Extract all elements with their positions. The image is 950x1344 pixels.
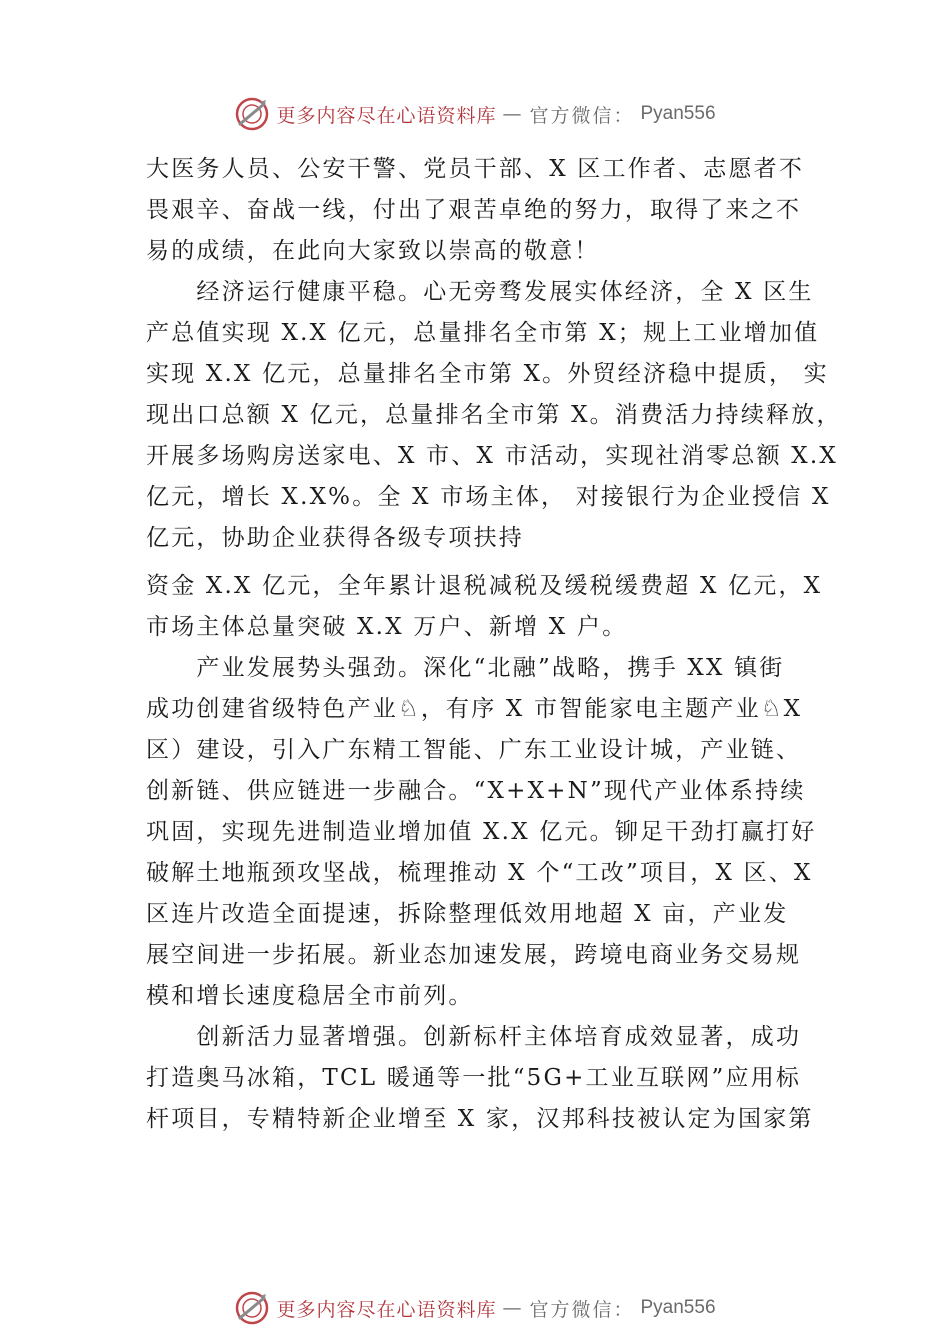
text-line: 创新链、供应链进一步融合。“X+X+N”现代产业体系持续 [146,778,806,804]
watermark-wechat-id: Pyan556 [640,103,716,124]
text-line: 现出口总额 X 亿元，总量排名全市第 X。消费活力持续释放， [146,402,842,428]
watermark-wechat-id: Pyan556 [640,1297,716,1318]
text-line: 产业发展势头强劲。深化“北融”战略，携手 XX 镇街 [146,655,785,681]
seal-logo-icon [234,96,270,132]
text-line: 创新活力显著增强。创新标杆主体培育成效显著，成功 [146,1024,802,1050]
watermark-dash: — [502,1297,524,1319]
watermark-wechat-label: 官方微信： [529,104,635,127]
watermark-dash: — [502,103,524,125]
text-line: 破解土地瓶颈攻坚战，梳理推动 X 个“工改”项目，X 区、X [146,860,813,886]
text-line: 亿元，协助企业获得各级专项扶持 [146,525,524,551]
text-line: 亿元，增长 X.X%。全 X 市场主体， 对接银行为企业授信 X [146,484,831,510]
text-line: 巩固，实现先进制造业增加值 X.X 亿元。铆足干劲打赢打好 [146,819,817,845]
text-line: 模和增长速度稳居全市前列。 [146,983,474,1009]
watermark-brand: 更多内容尽在心语资料库 [276,104,497,127]
text-line: 产总值实现 X.X 亿元，总量排名全市第 X；规上工业增加值 [146,320,820,346]
text-line: 资金 X.X 亿元，全年累计退税减税及缓税缓费超 X 亿元，X [146,573,823,599]
text-line: 经济运行健康平稳。心无旁骛发展实体经济，全 X 区生 [146,279,814,305]
text-line: 易的成绩，在此向大家致以崇高的敬意！ [146,238,600,264]
footer-watermark [0,1288,950,1328]
text-line: 畏艰辛、奋战一线，付出了艰苦卓绝的努力，取得了来之不 [146,197,802,223]
header-watermark [0,94,950,134]
text-line: 成功创建省级特色产业♘，有序 X 市智能家电主题产业♘X [146,696,803,722]
seal-logo-icon [234,1290,270,1326]
text-line: 杆项目，专精特新企业增至 X 家，汉邦科技被认定为国家第 [146,1106,814,1132]
text-line: 实现 X.X 亿元，总量排名全市第 X。外贸经济稳中提质， 实 [146,361,829,387]
text-line: 展空间进一步拓展。新业态加速发展，跨境电商业务交易规 [146,942,802,968]
text-line: 区）建设，引入广东精工智能、广东工业设计城，产业链、 [146,737,802,763]
watermark-brand: 更多内容尽在心语资料库 [276,1298,497,1321]
text-line: 区连片改造全面提速，拆除整理低效用地超 X 亩，产业发 [146,901,789,927]
text-line: 市场主体总量突破 X.X 万户、新增 X 户。 [146,614,628,640]
body-text-block-2 [146,566,836,1140]
text-line: 打造奥马冰箱，TCL 暖通等一批“5G+工业互联网”应用标 [146,1065,802,1091]
watermark-wechat-label: 官方微信： [529,1298,635,1321]
text-line: 大医务人员、公安干警、党员干部、X 区工作者、志愿者不 [146,156,805,182]
body-text-block-1 [146,149,842,559]
text-line: 开展多场购房送家电、X 市、X 市活动，实现社消零总额 X.X [146,443,838,469]
